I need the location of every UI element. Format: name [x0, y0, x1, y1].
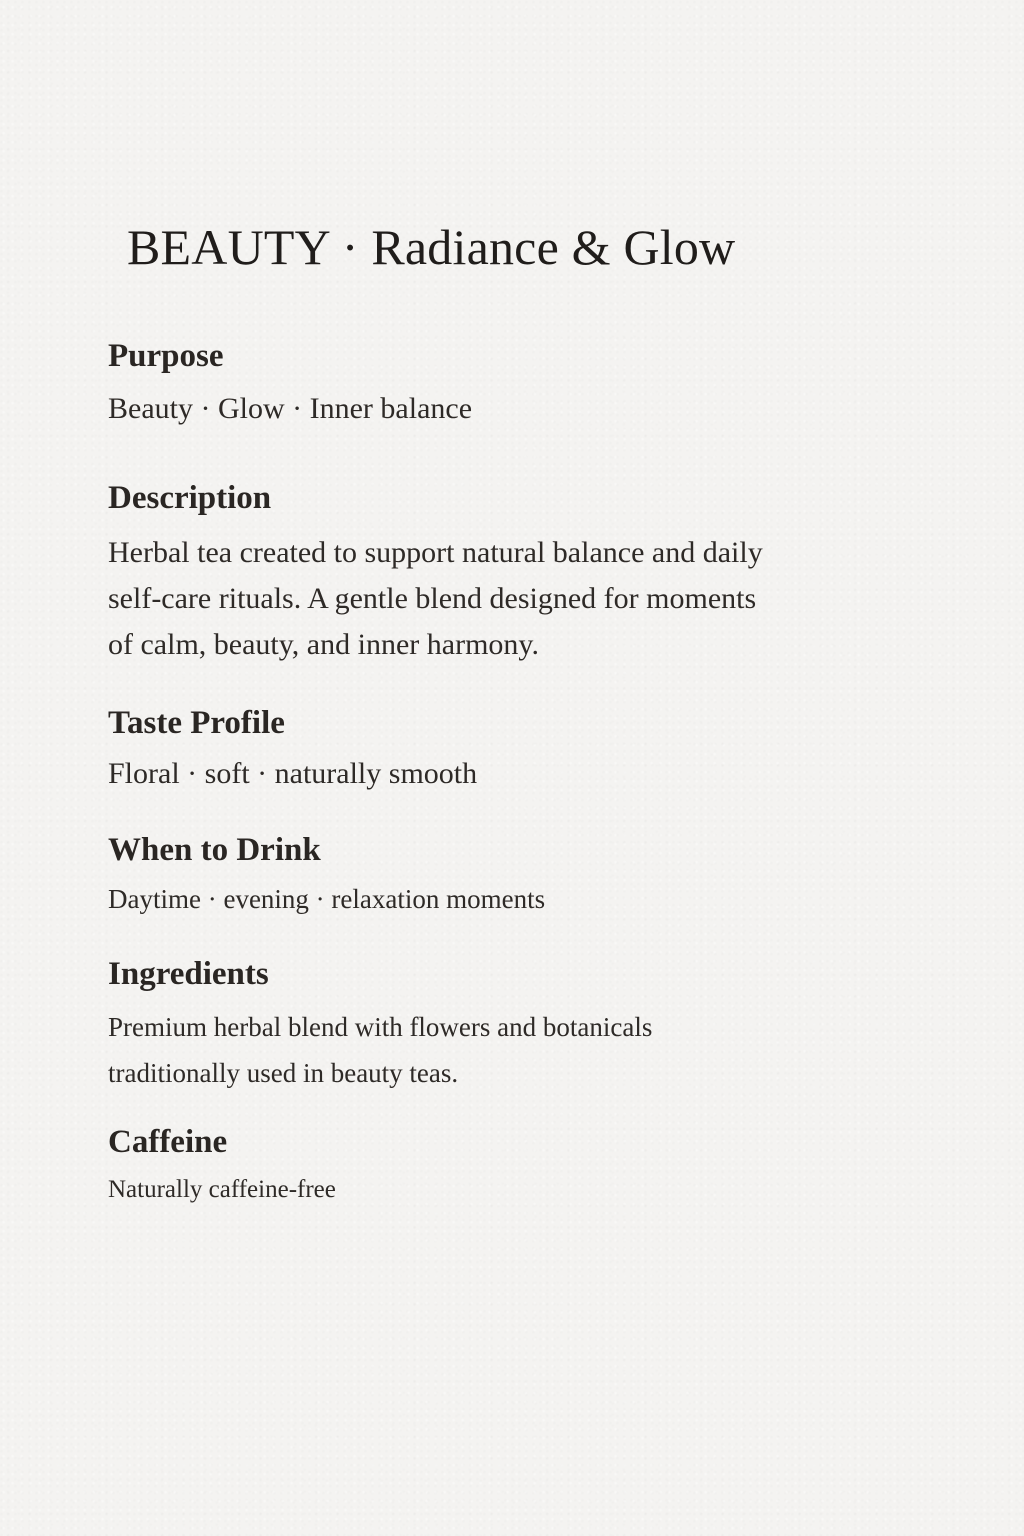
ingredients-line: Premium herbal blend with flowers and botanicals: [108, 1012, 653, 1042]
when-to-drink-text: Daytime · evening · relaxation moments: [108, 884, 546, 914]
description-line: self-care rituals. A gentle blend designed for moments: [108, 582, 757, 615]
purpose-heading: Purpose: [108, 338, 224, 374]
when-to-drink-heading: When to Drink: [108, 832, 321, 868]
page-title: BEAUTY · Radiance & Glow: [127, 219, 736, 275]
ingredients-heading: Ingredients: [108, 956, 269, 992]
taste-profile-text: Floral · soft · naturally smooth: [108, 757, 478, 790]
caffeine-text: Naturally caffeine-free: [108, 1176, 336, 1203]
description-heading: Description: [108, 480, 272, 516]
caffeine-heading: Caffeine: [108, 1124, 228, 1160]
taste-profile-heading: Taste Profile: [108, 705, 285, 741]
ingredients-text: [108, 1004, 652, 1096]
description-line: of calm, beauty, and inner harmony.: [108, 628, 539, 661]
description-text: [108, 530, 763, 668]
ingredients-line: traditionally used in beauty teas.: [108, 1058, 459, 1088]
description-line: Herbal tea created to support natural balance and daily: [108, 536, 763, 569]
purpose-text: Beauty · Glow · Inner balance: [108, 392, 473, 425]
